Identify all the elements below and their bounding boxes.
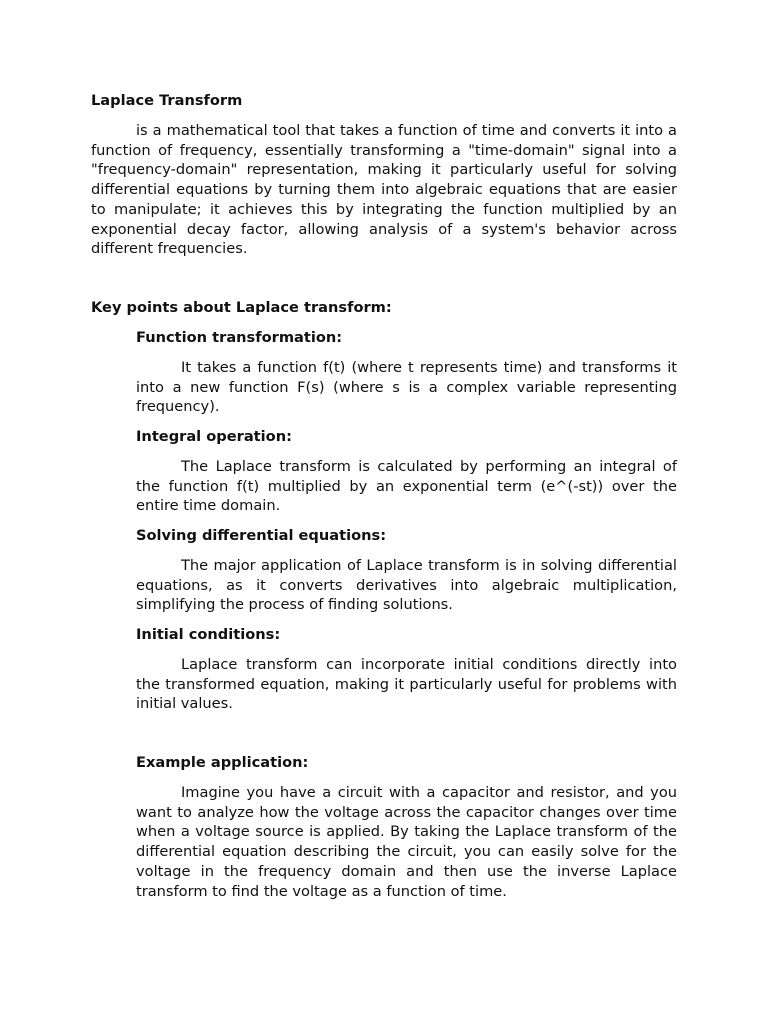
key-point-body-initial-conditions: Laplace transform can incorporate initial conditions directly into the transformed equation, making it particularly useful for problems with initial values. xyxy=(136,656,677,713)
key-point-heading-initial-conditions: Initial conditions: xyxy=(136,626,281,643)
key-point-heading-solving-differential-equations: Solving differential equations: xyxy=(136,527,387,544)
key-points-heading: Key points about Laplace transform: xyxy=(91,299,392,316)
key-point-heading-function-transformation: Function transformation: xyxy=(136,329,343,346)
key-point-heading-integral-operation: Integral operation: xyxy=(136,428,292,445)
example-body: Imagine you have a circuit with a capacitor and resistor, and you want to analyze how the voltage across the capacitor changes over time when a voltage source is applied. By taking the Laplace transform of the differential equation describing the circuit, you can easily solve for the voltage in the frequency domain and then use the inverse Laplace transform to find the voltage as a function of time. xyxy=(136,784,677,900)
example-heading: Example application: xyxy=(136,754,309,771)
key-point-body-integral-operation: The Laplace transform is calculated by performing an integral of the function f(t) multiplied by an exponential term (e^(-st)) over the entire time domain. xyxy=(136,458,677,515)
intro-paragraph: is a mathematical tool that takes a function of time and converts it into a function of frequency, essentially transforming a "time-domain" signal into a "frequency-domain" representation, making it particularly useful for solving differential equations by turning them into algebraic equations that are easier to manipulate; it achieves this by integrating the function multiplied by an exponential decay factor, allowing analysis of a system's behavior across different frequencies. xyxy=(91,122,677,258)
key-point-body-function-transformation: It takes a function f(t) (where t represents time) and transforms it into a new function F(s) (where s is a complex variable representing frequency). xyxy=(136,359,677,416)
key-point-body-solving-differential-equations: The major application of Laplace transform is in solving differential equations, as it converts derivatives into algebraic multiplication, simplifying the process of finding solutions. xyxy=(136,557,677,614)
document-title: Laplace Transform xyxy=(91,92,243,109)
